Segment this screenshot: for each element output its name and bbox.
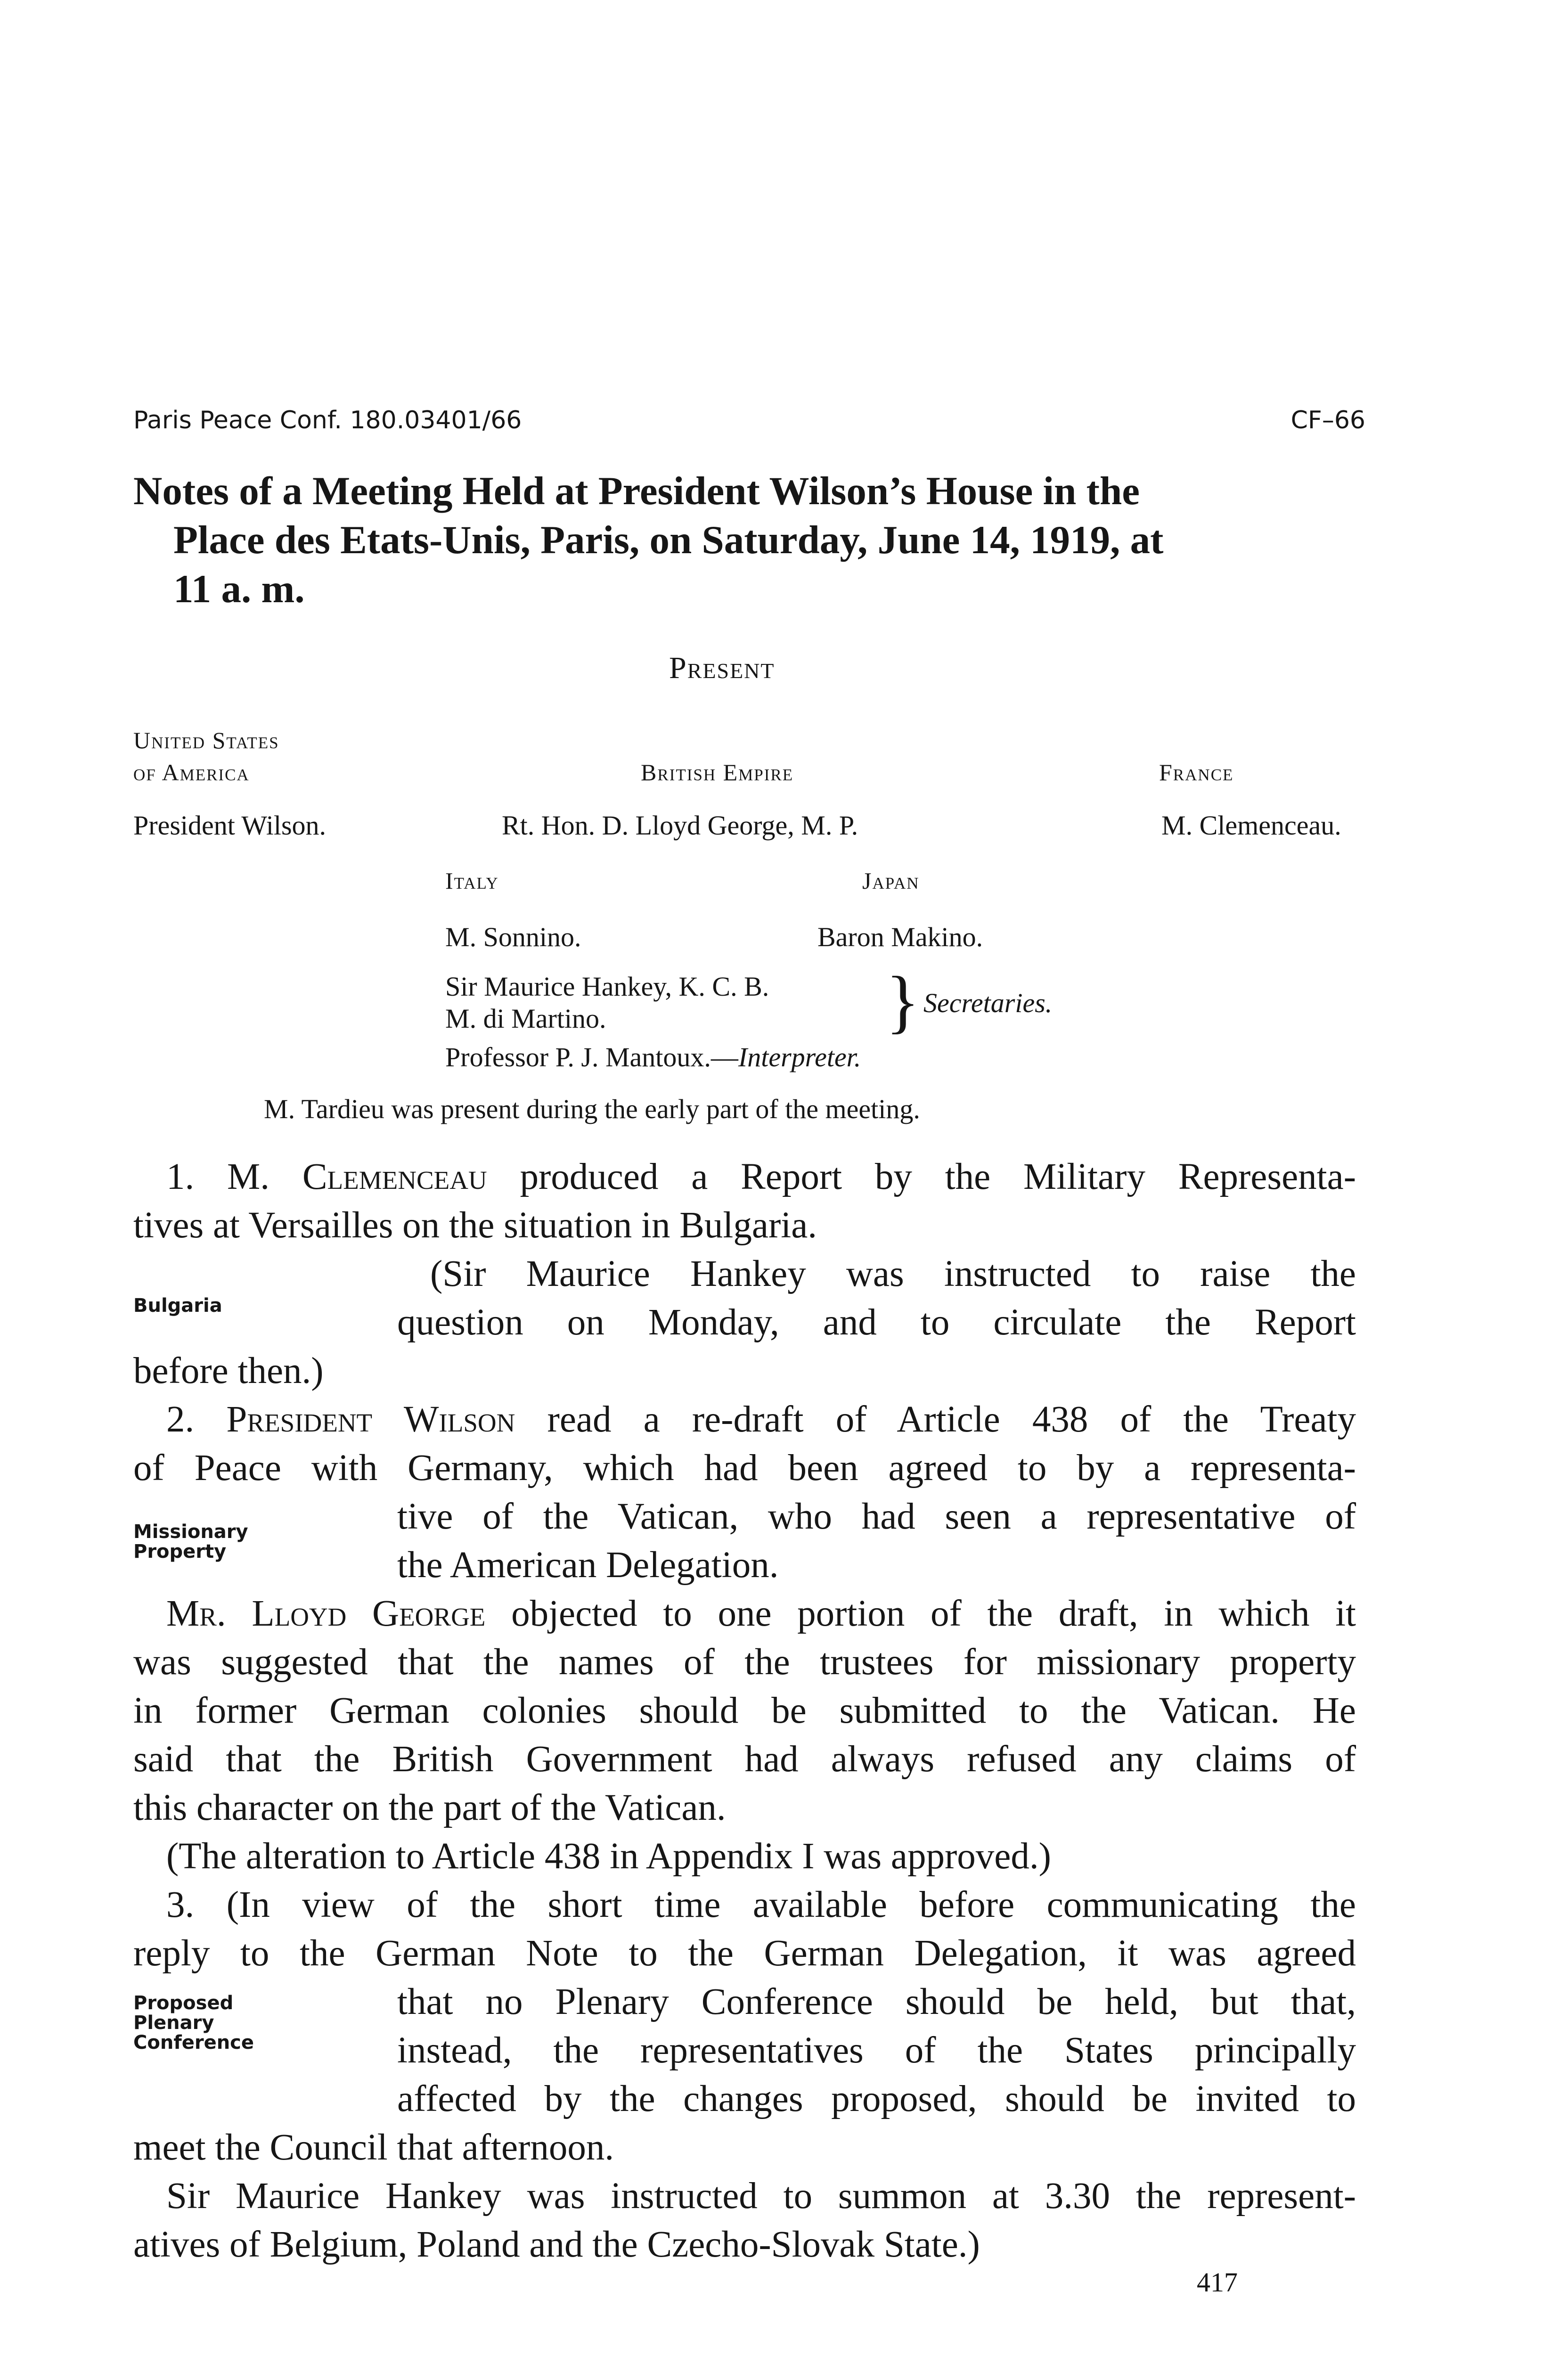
japan-member: Baron Makino.	[817, 922, 983, 952]
paragraph-line: 3. (In view of the short time available before communicating the	[166, 1884, 1356, 1925]
usa-label: United States	[133, 727, 279, 753]
brace-symbol: }	[886, 962, 920, 1040]
usa-member: President Wilson.	[133, 810, 327, 841]
secretary-name: Sir Maurice Hankey, K. C. B.	[445, 971, 769, 1002]
interpreter-label: Interpreter.	[738, 1042, 861, 1072]
paragraph-line: the American Delegation.	[397, 1545, 779, 1586]
italy-label: Italy	[445, 867, 499, 894]
paragraph-line: in former German colonies should be submitted to the Vatican. He	[133, 1690, 1356, 1731]
page-title	[133, 466, 1377, 614]
paragraph-line: meet the Council that afternoon.	[133, 2127, 614, 2168]
france-member: M. Clemenceau.	[1161, 810, 1341, 841]
text: objected to one portion of the draft, in which it	[511, 1593, 1356, 1634]
text: read a re-draft of Article 438 of the Treaty	[547, 1399, 1356, 1440]
text: produced a Report by the Military Representa-	[520, 1156, 1356, 1197]
page-number: 417	[1197, 2267, 1238, 2298]
paragraph-line: said that the British Government had always refused any claims of	[133, 1739, 1356, 1780]
british-member: Rt. Hon. D. Lloyd George, M. P.	[502, 810, 858, 841]
minutes-body	[133, 1153, 1356, 2270]
speaker: Clemenceau	[302, 1156, 487, 1197]
margin-note-plenary: Plenary	[133, 2012, 214, 2034]
secretaries-label: Secretaries.	[923, 988, 1053, 1018]
document-reference: Paris Peace Conf. 180.03401/66	[133, 406, 522, 434]
paragraph-line: (The alteration to Article 438 in Appendix I was approved.)	[166, 1836, 1051, 1877]
paragraph-line	[133, 1153, 1356, 1201]
paragraph-line	[133, 1396, 1356, 1443]
british-label: British Empire	[641, 759, 794, 785]
usa-label: of America	[133, 759, 250, 785]
interpreter-line	[445, 1041, 861, 1073]
title-line: 11 a. m.	[173, 567, 305, 611]
paragraph-line: (Sir Maurice Hankey was instructed to raise the	[430, 1253, 1356, 1294]
paragraph-line	[133, 1590, 1356, 1637]
margin-note-missionary: Property	[133, 1541, 227, 1562]
paragraph-line: Sir Maurice Hankey was instructed to summon at 3.30 the represent-	[166, 2176, 1356, 2217]
paragraph-line: that no Plenary Conference should be held, but that,	[397, 1981, 1356, 2022]
item-number: 1. M.	[166, 1156, 270, 1197]
speaker: President Wilson	[226, 1399, 515, 1440]
japan-label: Japan	[862, 867, 920, 894]
paragraph-line: was suggested that the names of the trustees for missionary property	[133, 1642, 1356, 1683]
title-line: Notes of a Meeting Held at President Wilson’s House in the	[133, 469, 1140, 513]
margin-note-missionary: Missionary	[133, 1521, 248, 1543]
title-line: Place des Etats-Unis, Paris, on Saturday, June 14, 1919, at	[173, 518, 1164, 562]
secretary-name: M. di Martino.	[445, 1003, 606, 1034]
margin-note-bulgaria: Bulgaria	[133, 1295, 222, 1317]
paragraph-line: question on Monday, and to circulate the Report	[397, 1302, 1356, 1343]
paragraph-line: atives of Belgium, Poland and the Czecho-Slovak State.)	[133, 2224, 980, 2265]
item-number: 2.	[166, 1399, 195, 1440]
attendance-note: M. Tardieu was present during the early part of the meeting.	[264, 1094, 920, 1124]
paragraph-line: of Peace with Germany, which had been agreed to by a representa-	[133, 1448, 1356, 1489]
paragraph-line: this character on the part of the Vatican.	[133, 1787, 726, 1828]
italy-member: M. Sonnino.	[445, 922, 581, 952]
paragraph-line: affected by the changes proposed, should be invited to	[397, 2078, 1356, 2119]
paragraph-line: tives at Versailles on the situation in Bulgaria.	[133, 1205, 817, 1246]
margin-note-plenary: Conference	[133, 2032, 254, 2053]
paragraph-line: before then.)	[133, 1350, 324, 1391]
interpreter-name: Professor P. J. Mantoux.—	[445, 1042, 738, 1072]
speaker: Mr. Lloyd George	[166, 1593, 486, 1634]
margin-note-plenary: Proposed	[133, 1992, 234, 2014]
document-code: CF–66	[1290, 406, 1365, 434]
paragraph-line: tive of the Vatican, who had seen a representative of	[397, 1496, 1356, 1537]
france-label: France	[1159, 759, 1234, 785]
paragraph-line: reply to the German Note to the German Delegation, it was agreed	[133, 1933, 1356, 1974]
present-heading: Present	[669, 651, 775, 685]
paragraph-line: instead, the representatives of the States principally	[397, 2030, 1356, 2071]
